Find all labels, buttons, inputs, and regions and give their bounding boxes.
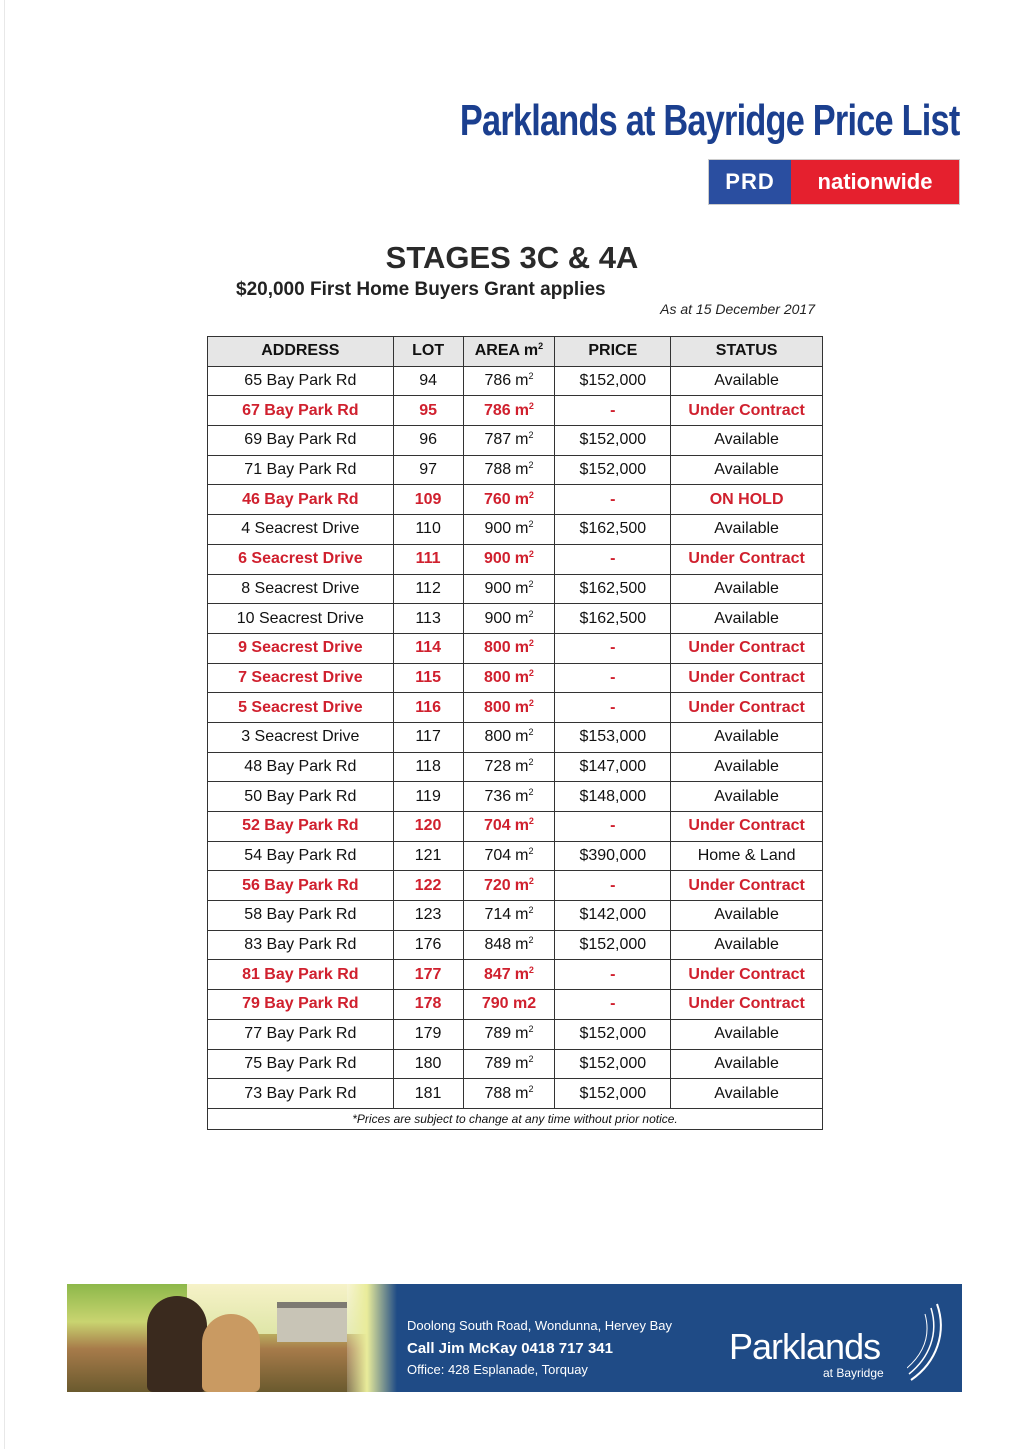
cell-status: Under Contract (671, 960, 823, 990)
cell-lot: 120 (393, 812, 463, 842)
area-unit: m (515, 431, 529, 449)
cell-area (463, 544, 555, 574)
cell-status: Available (671, 366, 823, 396)
superscript-2: 2 (528, 578, 534, 589)
superscript-2: 2 (528, 846, 534, 857)
cell-address: 81 Bay Park Rd (208, 960, 394, 990)
superscript-2: 2 (528, 756, 534, 767)
cell-status: Available (671, 782, 823, 812)
cell-area (463, 485, 555, 515)
cell-area (463, 812, 555, 842)
area-unit: m (515, 847, 529, 865)
cell-status: Available (671, 574, 823, 604)
area-unit: m (514, 965, 529, 983)
cell-status: Under Contract (671, 812, 823, 842)
cell-area (463, 396, 555, 426)
cell-lot: 112 (393, 574, 463, 604)
area-unit: m (515, 520, 529, 538)
area-unit: m (515, 936, 529, 954)
cell-address: 54 Bay Park Rd (208, 841, 394, 871)
banner-swoosh (347, 1284, 397, 1392)
area-value: 788 (484, 1084, 512, 1102)
cell-area (463, 960, 555, 990)
cell-address: 73 Bay Park Rd (208, 1079, 394, 1109)
cell-status: Under Contract (671, 663, 823, 693)
superscript-2: 2 (528, 371, 534, 382)
table-row (208, 722, 823, 752)
cell-address: 48 Bay Park Rd (208, 752, 394, 782)
table-row (208, 782, 823, 812)
area-value: 900 (483, 550, 511, 568)
area-value: 728 (484, 757, 512, 775)
cell-lot: 114 (393, 633, 463, 663)
cell-lot: 109 (393, 485, 463, 515)
cell-lot: 111 (393, 544, 463, 574)
cell-price: $162,500 (555, 574, 671, 604)
area-unit: m (514, 698, 529, 716)
table-row (208, 871, 823, 901)
banner-office: Office: 428 Esplanade, Torquay (407, 1362, 588, 1377)
grant-subheading: $20,000 First Home Buyers Grant applies (236, 279, 606, 300)
table-row (208, 633, 823, 663)
column-header-status: STATUS (671, 337, 823, 367)
cell-status: Under Contract (671, 990, 823, 1020)
cell-area (463, 663, 555, 693)
cell-area (463, 604, 555, 634)
cell-lot: 176 (393, 930, 463, 960)
table-row (208, 663, 823, 693)
superscript-2: 2 (528, 608, 534, 619)
area-value: 789 (484, 1054, 512, 1072)
cell-area (463, 574, 555, 604)
table-row (208, 930, 823, 960)
column-header-area-label: AREA m (474, 342, 539, 360)
cell-status: Available (671, 426, 823, 456)
cell-area (463, 455, 555, 485)
cell-price: $152,000 (555, 1049, 671, 1079)
cell-price: $162,500 (555, 604, 671, 634)
cell-address: 7 Seacrest Drive (208, 663, 394, 693)
table-note-row (208, 1108, 823, 1129)
cell-area (463, 1079, 555, 1109)
table-row (208, 812, 823, 842)
table-row (208, 574, 823, 604)
cell-price: - (555, 663, 671, 693)
parklands-brand-sub: at Bayridge (823, 1366, 884, 1380)
cell-price: - (555, 812, 671, 842)
table-row (208, 396, 823, 426)
cell-status: Available (671, 604, 823, 634)
prd-nationwide-logo (709, 160, 959, 204)
area-value: 736 (484, 787, 512, 805)
cell-address: 65 Bay Park Rd (208, 366, 394, 396)
parklands-brand: Parklands (729, 1326, 881, 1367)
cell-status: ON HOLD (671, 485, 823, 515)
cell-area (463, 782, 555, 812)
cell-price: - (555, 960, 671, 990)
table-row (208, 604, 823, 634)
area-unit: m (515, 787, 529, 805)
area-value: 704 (483, 817, 511, 835)
cell-area (463, 722, 555, 752)
cell-area (463, 633, 555, 663)
cell-status: Available (671, 901, 823, 931)
area-value: 704 (484, 847, 512, 865)
cell-lot: 94 (393, 366, 463, 396)
area-value: 786 (484, 372, 512, 390)
cell-address: 79 Bay Park Rd (208, 990, 394, 1020)
superscript-2: 2 (528, 460, 534, 471)
superscript-2: 2 (528, 1024, 534, 1035)
cell-lot: 113 (393, 604, 463, 634)
banner-address: Doolong South Road, Wondunna, Hervey Bay (407, 1318, 672, 1333)
stages-heading: STAGES 3C & 4A (385, 240, 639, 275)
table-row (208, 901, 823, 931)
cell-price: $162,500 (555, 515, 671, 545)
cell-price: $152,000 (555, 1019, 671, 1049)
price-disclaimer-note: *Prices are subject to change at any time without prior notice. (208, 1108, 823, 1129)
cell-lot: 179 (393, 1019, 463, 1049)
area-unit: m (514, 401, 529, 419)
superscript-2: 2 (528, 1053, 534, 1064)
cell-price: - (555, 990, 671, 1020)
area-value: 800 (483, 698, 511, 716)
cell-area (463, 426, 555, 456)
cell-status: Available (671, 455, 823, 485)
table-row (208, 1079, 823, 1109)
cell-price: - (555, 871, 671, 901)
area-value: 800 (483, 639, 511, 657)
cell-status: Available (671, 930, 823, 960)
cell-lot: 97 (393, 455, 463, 485)
superscript-2: 2 (528, 519, 534, 530)
superscript-2: 2 (528, 727, 534, 738)
cell-address: 4 Seacrest Drive (208, 515, 394, 545)
cell-address: 3 Seacrest Drive (208, 722, 394, 752)
cell-lot: 118 (393, 752, 463, 782)
table-row (208, 485, 823, 515)
cell-status: Available (671, 722, 823, 752)
area-unit: m (515, 1084, 529, 1102)
cell-address: 69 Bay Park Rd (208, 426, 394, 456)
cell-address: 77 Bay Park Rd (208, 1019, 394, 1049)
area-unit: m (515, 757, 529, 775)
table-row (208, 1049, 823, 1079)
area-value: 900 (484, 609, 512, 627)
cell-address: 56 Bay Park Rd (208, 871, 394, 901)
area-value: 800 (484, 728, 512, 746)
cell-address: 52 Bay Park Rd (208, 812, 394, 842)
cell-price: $147,000 (555, 752, 671, 782)
cell-address: 8 Seacrest Drive (208, 574, 394, 604)
cell-price: $152,000 (555, 455, 671, 485)
cell-price: $390,000 (555, 841, 671, 871)
area-value: 787 (484, 431, 512, 449)
cell-lot: 110 (393, 515, 463, 545)
photo-woman (202, 1314, 260, 1392)
cell-price: $148,000 (555, 782, 671, 812)
cell-status: Available (671, 752, 823, 782)
area-unit: m (514, 639, 529, 657)
area-value: 720 (483, 876, 511, 894)
cell-address: 75 Bay Park Rd (208, 1049, 394, 1079)
cell-lot: 119 (393, 782, 463, 812)
cell-status: Available (671, 515, 823, 545)
cell-lot: 96 (393, 426, 463, 456)
table-row (208, 960, 823, 990)
cell-status: Under Contract (671, 693, 823, 723)
area-value: 788 (484, 461, 512, 479)
superscript-2: 2 (528, 935, 534, 946)
cell-lot: 116 (393, 693, 463, 723)
price-table (207, 336, 823, 1130)
superscript-2: 2 (528, 964, 534, 975)
area-unit: m (515, 579, 529, 597)
table-row (208, 1019, 823, 1049)
area-unit: m (515, 1054, 529, 1072)
cell-area (463, 366, 555, 396)
cell-price: $152,000 (555, 1079, 671, 1109)
cell-status: Under Contract (671, 633, 823, 663)
cell-price: - (555, 485, 671, 515)
table-header-row (208, 337, 823, 367)
table-body (208, 366, 823, 1108)
table-row (208, 426, 823, 456)
cell-lot: 177 (393, 960, 463, 990)
area-unit: m (515, 728, 529, 746)
cell-area (463, 1019, 555, 1049)
cell-lot: 122 (393, 871, 463, 901)
cell-area (463, 693, 555, 723)
area-unit: m (514, 550, 529, 568)
superscript-2: 2 (528, 400, 534, 411)
column-header-area (463, 337, 555, 367)
cell-area (463, 901, 555, 931)
superscript-2: 2 (528, 638, 534, 649)
cell-area (463, 515, 555, 545)
area-unit: m (515, 1025, 529, 1043)
superscript-2: 2 (538, 341, 544, 352)
area-unit: m (515, 461, 529, 479)
table-row (208, 544, 823, 574)
photo-man (147, 1296, 207, 1392)
cell-price: $152,000 (555, 366, 671, 396)
area-value: 800 (483, 668, 511, 686)
cell-lot: 121 (393, 841, 463, 871)
column-header-lot: LOT (393, 337, 463, 367)
cell-address: 83 Bay Park Rd (208, 930, 394, 960)
area-value: 760 (483, 490, 511, 508)
cell-price: $152,000 (555, 930, 671, 960)
cell-lot: 180 (393, 1049, 463, 1079)
cell-area (463, 871, 555, 901)
cell-price: - (555, 693, 671, 723)
feather-icon (907, 1302, 947, 1382)
area-unit: m (514, 490, 529, 508)
cell-area (463, 1049, 555, 1079)
cell-address: 67 Bay Park Rd (208, 396, 394, 426)
table-row (208, 752, 823, 782)
superscript-2: 2 (528, 489, 534, 500)
superscript-2: 2 (528, 430, 534, 441)
cell-area (463, 752, 555, 782)
cell-address: 71 Bay Park Rd (208, 455, 394, 485)
table-row (208, 693, 823, 723)
area-value: 790 m2 (481, 995, 537, 1013)
superscript-2: 2 (528, 786, 534, 797)
cell-status: Home & Land (671, 841, 823, 871)
column-header-address: ADDRESS (208, 337, 394, 367)
superscript-2: 2 (528, 905, 534, 916)
area-value: 900 (484, 520, 512, 538)
cell-price: - (555, 633, 671, 663)
photo-house (277, 1302, 347, 1342)
area-value: 848 (484, 936, 512, 954)
cell-address: 5 Seacrest Drive (208, 693, 394, 723)
table-row (208, 515, 823, 545)
cell-area (463, 930, 555, 960)
superscript-2: 2 (528, 697, 534, 708)
cell-status: Available (671, 1049, 823, 1079)
superscript-2: 2 (528, 875, 534, 886)
page-edge (4, 0, 5, 1449)
area-value: 900 (484, 579, 512, 597)
nationwide-logo-text: nationwide (791, 160, 959, 204)
area-unit: m (515, 372, 529, 390)
page-title: Parklands at Bayridge Price List (460, 96, 960, 145)
cell-address: 9 Seacrest Drive (208, 633, 394, 663)
cell-lot: 181 (393, 1079, 463, 1109)
cell-price: $152,000 (555, 426, 671, 456)
cell-status: Available (671, 1079, 823, 1109)
prd-logo-text: PRD (709, 160, 791, 204)
cell-price: - (555, 544, 671, 574)
cell-status: Under Contract (671, 396, 823, 426)
area-unit: m (514, 876, 529, 894)
cell-lot: 95 (393, 396, 463, 426)
superscript-2: 2 (528, 549, 534, 560)
as-at-date: As at 15 December 2017 (660, 301, 815, 317)
cell-status: Under Contract (671, 871, 823, 901)
area-unit: m (515, 906, 529, 924)
cell-lot: 123 (393, 901, 463, 931)
cell-lot: 178 (393, 990, 463, 1020)
table-row (208, 455, 823, 485)
cell-address: 6 Seacrest Drive (208, 544, 394, 574)
cell-lot: 117 (393, 722, 463, 752)
table-row (208, 366, 823, 396)
table-row (208, 841, 823, 871)
cell-area (463, 990, 555, 1020)
table-row (208, 990, 823, 1020)
cell-price: - (555, 396, 671, 426)
area-value: 786 (483, 401, 511, 419)
area-value: 714 (484, 906, 512, 924)
area-unit: m (514, 668, 529, 686)
cell-lot: 115 (393, 663, 463, 693)
column-header-price: PRICE (555, 337, 671, 367)
area-value: 789 (484, 1025, 512, 1043)
cell-price: $142,000 (555, 901, 671, 931)
cell-status: Under Contract (671, 544, 823, 574)
superscript-2: 2 (528, 667, 534, 678)
area-unit: m (514, 817, 529, 835)
superscript-2: 2 (528, 1083, 534, 1094)
couple-photo (67, 1284, 367, 1392)
cell-status: Available (671, 1019, 823, 1049)
cell-address: 46 Bay Park Rd (208, 485, 394, 515)
banner-phone: Call Jim McKay 0418 717 341 (407, 1340, 613, 1357)
cell-area (463, 841, 555, 871)
cell-address: 10 Seacrest Drive (208, 604, 394, 634)
cell-price: $153,000 (555, 722, 671, 752)
cell-address: 58 Bay Park Rd (208, 901, 394, 931)
area-value: 847 (483, 965, 511, 983)
area-unit: m (515, 609, 529, 627)
footer-banner (67, 1284, 962, 1392)
cell-address: 50 Bay Park Rd (208, 782, 394, 812)
superscript-2: 2 (528, 816, 534, 827)
